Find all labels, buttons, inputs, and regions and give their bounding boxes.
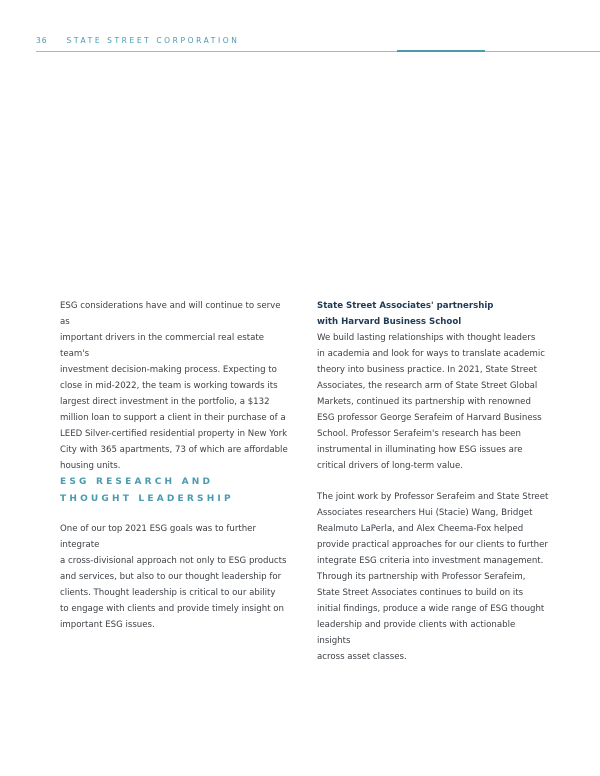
text-line: ESG considerations have and will continue to serve as: [60, 301, 281, 327]
right-paragraph-2: [317, 489, 549, 665]
text-line: Realmuto LaPerla, and Alex Cheema-Fox helped: [317, 524, 524, 534]
text-line: Through its partnership with Professor Serafeim,: [317, 572, 526, 582]
header-rule-accent: [397, 50, 485, 52]
text-line: instrumental in illuminating how ESG issues are: [317, 445, 523, 455]
header-rule: [36, 51, 600, 52]
text-line: Associates researchers Hui (Stacie) Wang, Bridget: [317, 508, 533, 518]
text-line: important drivers in the commercial real estate team's: [60, 333, 265, 359]
text-line: School. Professor Serafeim's research has been: [317, 429, 521, 439]
company-name: STATE STREET CORPORATION: [66, 36, 240, 45]
subheading-line: with Harvard Business School: [317, 317, 462, 327]
section-heading-line: THOUGHT LEADERSHIP: [60, 494, 234, 504]
left-paragraph-1: [60, 298, 292, 474]
text-line: City with 365 apartments, 73 of which are affordable: [60, 445, 288, 455]
subheading-line: State Street Associates' partnership: [317, 301, 494, 311]
text-line: across asset classes.: [317, 652, 407, 662]
text-line: We build lasting relationships with thought leaders: [317, 333, 536, 343]
text-line: integrate ESG criteria into investment management.: [317, 556, 544, 566]
text-line: Associates, the research arm of State Street Global: [317, 381, 538, 391]
text-line: initial findings, produce a wide range of ESG thought: [317, 604, 545, 614]
text-line: housing units.: [60, 461, 121, 471]
text-line: provide practical approaches for our clients to further: [317, 540, 548, 550]
text-line: to engage with clients and provide timely insight on: [60, 604, 284, 614]
text-line: close in mid-2022, the team is working towards its: [60, 381, 278, 391]
right-paragraph-1: [317, 330, 549, 474]
text-line: largest direct investment in the portfolio, a $132: [60, 397, 270, 407]
section-heading: [60, 474, 300, 508]
text-line: ESG professor George Serafeim of Harvard Business: [317, 413, 542, 423]
page-number: 36: [36, 36, 48, 45]
text-line: Markets, continued its partnership with renowned: [317, 397, 531, 407]
text-line: in academia and look for ways to translate academic: [317, 349, 545, 359]
section-heading-line: ESG RESEARCH AND: [60, 477, 214, 487]
text-line: clients. Thought leadership is critical to our ability: [60, 588, 276, 598]
text-line: LEED Silver-certified residential property in New York: [60, 429, 288, 439]
text-line: leadership and provide clients with actionable insights: [317, 620, 516, 646]
text-line: a cross-divisional approach not only to ESG products: [60, 556, 287, 566]
text-line: critical drivers of long-term value.: [317, 461, 464, 471]
text-line: The joint work by Professor Serafeim and State Street: [317, 492, 549, 502]
text-line: One of our top 2021 ESG goals was to further integrate: [60, 524, 256, 550]
text-line: million loan to support a client in their purchase of a: [60, 413, 286, 423]
left-paragraph-2: [60, 521, 292, 633]
subheading: [317, 298, 557, 330]
running-header: [36, 36, 239, 45]
text-line: State Street Associates continues to build on its: [317, 588, 524, 598]
text-line: and services, but also to our thought leadership for: [60, 572, 282, 582]
text-line: important ESG issues.: [60, 620, 155, 630]
text-line: theory into business practice. In 2021, State Street: [317, 365, 537, 375]
text-line: investment decision-making process. Expecting to: [60, 365, 277, 375]
